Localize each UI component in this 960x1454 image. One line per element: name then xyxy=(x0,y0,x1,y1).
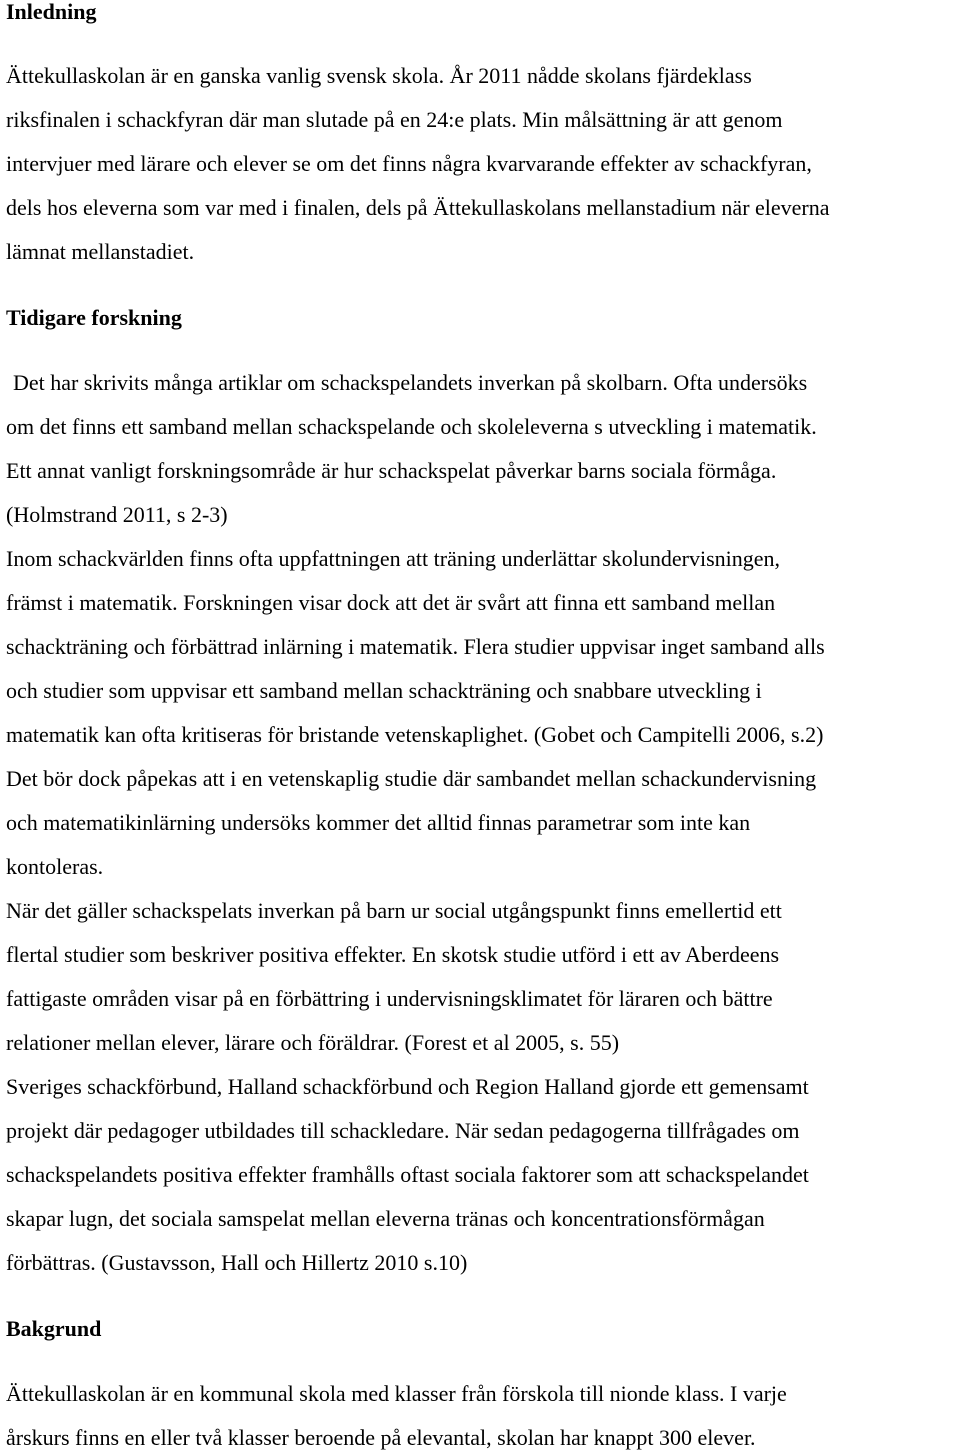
paragraph-line: schackträning och förbättrad inlärning i matematik. Flera studier uppvisar inget samband alls xyxy=(6,634,825,659)
section-heading-bakgrund: Bakgrund xyxy=(6,1316,102,1341)
paragraph-line: När det gäller schackspelats inverkan på barn ur social utgångspunkt finns emellertid ett xyxy=(6,898,782,923)
paragraph-line: skapar lugn, det sociala samspelat mellan eleverna tränas och koncentrationsförmågan xyxy=(6,1206,765,1231)
paragraph-line: kontoleras. xyxy=(6,854,104,879)
paragraph-line: om det finns ett samband mellan schackspelande och skoleleverna s utveckling i matematik. xyxy=(6,414,817,439)
paragraph-line: Sveriges schackförbund, Halland schackförbund och Region Halland gjorde ett gemensamt xyxy=(6,1074,809,1099)
paragraph-line: flertal studier som beskriver positiva effekter. En skotsk studie utförd i ett av Aberdeens xyxy=(6,942,780,967)
paragraph-line: dels hos eleverna som var med i finalen, dels på Ättekullaskolans mellanstadium när eleverna xyxy=(6,195,830,220)
paragraph-line: lämnat mellanstadiet. xyxy=(6,239,195,264)
paragraph-line: och matematikinlärning undersöks kommer det alltid finnas parametrar som inte kan xyxy=(6,810,751,835)
paragraph-line: fattigaste områden visar på en förbättring i undervisningsklimatet för läraren och bättre xyxy=(6,986,773,1011)
section-heading-inledning: Inledning xyxy=(6,0,97,24)
paragraph-line: Det har skrivits många artiklar om schackspelandets inverkan på skolbarn. Ofta undersöks xyxy=(13,370,808,395)
paragraph-line: (Holmstrand 2011, s 2-3) xyxy=(6,502,228,527)
paragraph-line: förbättras. (Gustavsson, Hall och Hillertz 2010 s.10) xyxy=(6,1250,468,1275)
paragraph-line: Det bör dock påpekas att i en vetenskaplig studie där sambandet mellan schackundervisning xyxy=(6,766,817,791)
paragraph-line: Ett annat vanligt forskningsområde är hur schackspelat påverkar barns sociala förmåga. xyxy=(6,458,777,483)
paragraph-line: Inom schackvärlden finns ofta uppfattningen att träning underlättar skolundervisningen, xyxy=(6,546,781,571)
paragraph-line: årskurs finns en eller två klasser beroende på elevantal, skolan har knappt 300 elever. xyxy=(6,1425,756,1450)
section-heading-tidigare-forskning: Tidigare forskning xyxy=(6,305,182,330)
paragraph-line: och studier som uppvisar ett samband mellan schackträning och snabbare utveckling i xyxy=(6,678,762,703)
paragraph-line: främst i matematik. Forskningen visar dock att det är svårt att finna ett samband mellan xyxy=(6,590,776,615)
paragraph-line: matematik kan ofta kritiseras för bristande vetenskaplighet. (Gobet och Campitelli 2006, s.2) xyxy=(6,722,824,747)
paragraph-line: Ättekullaskolan är en ganska vanlig svensk skola. År 2011 nådde skolans fjärdeklass xyxy=(6,63,752,88)
paragraph-line: projekt där pedagoger utbildades till schackledare. När sedan pedagogerna tillfrågades om xyxy=(6,1118,800,1143)
paragraph-line: intervjuer med lärare och elever se om det finns några kvarvarande effekter av schackfyran, xyxy=(6,151,812,176)
paragraph-line: Ättekullaskolan är en kommunal skola med klasser från förskola till nionde klass. I varje xyxy=(6,1381,787,1406)
paragraph-line: relationer mellan elever, lärare och föräldrar. (Forest et al 2005, s. 55) xyxy=(6,1030,620,1055)
paragraph-line: riksfinalen i schackfyran där man slutade på en 24:e plats. Min målsättning är att genom xyxy=(6,107,783,132)
paragraph-line: schackspelandets positiva effekter framhålls oftast sociala faktorer som att schackspelandet xyxy=(6,1162,809,1187)
